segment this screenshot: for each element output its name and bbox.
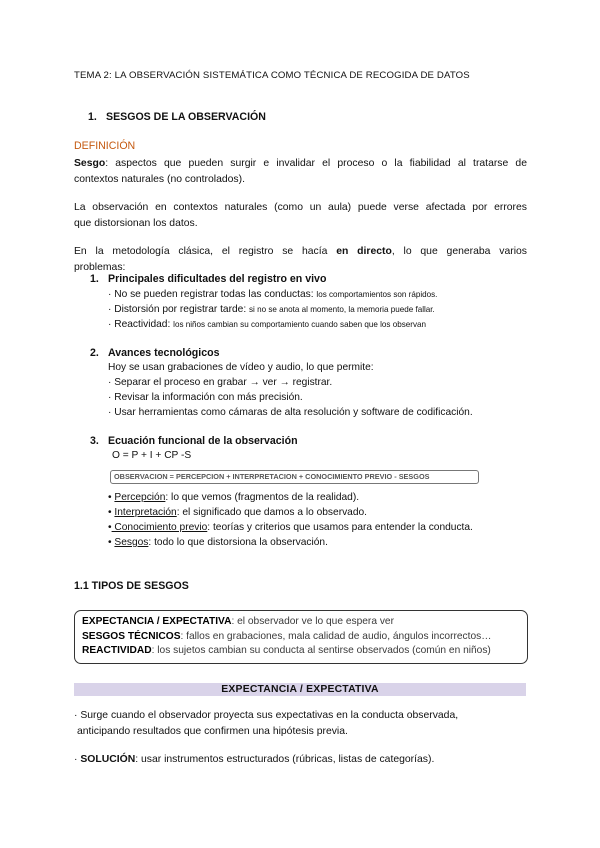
- sesgo-definition: [74, 156, 527, 187]
- subsection-1-number: 1.: [90, 273, 99, 285]
- context-line1: La observación en contextos naturales (como un aula) puede verse afectada por errores: [74, 202, 527, 213]
- section-title: SESGOS DE LA OBSERVACIÓN: [106, 111, 266, 123]
- term-name: Sesgos: [114, 537, 149, 548]
- difficulty-item: · No se pueden registrar todas las conductas: los comportamientos son rápidos.: [108, 289, 438, 300]
- method-text-a: En la metodología clásica, el registro se hacía: [74, 246, 328, 257]
- tech-item: · Usar herramientas como cámaras de alta resolución y software de codificación.: [108, 407, 473, 418]
- equation: O = P + I + CP -S: [112, 450, 192, 461]
- term-item: • Percepción: lo que vemos (fragmentos de la realidad).: [108, 492, 360, 503]
- expectancy-paragraph: [74, 708, 527, 739]
- context-paragraph: [74, 200, 527, 231]
- bias-type-row: REACTIVIDAD: los sujetos cambian su conducta al sentirse observados (común en niños): [82, 645, 491, 656]
- difficulty-item: · Reactividad: los niños cambian su comportamiento cuando saben que los observan: [108, 319, 426, 330]
- term-name: Interpretación: [114, 507, 177, 518]
- method-paragraph: [74, 244, 527, 275]
- bias-types-box: [74, 610, 528, 664]
- document-header: TEMA 2: LA OBSERVACIÓN SISTEMÁTICA COMO TÉCNICA DE RECOGIDA DE DATOS: [74, 70, 470, 81]
- boxed-equation: OBSERVACION = PERCEPCION + INTERPRETACION + CONOCIMIENTO PREVIO - SESGOS: [110, 470, 479, 484]
- subsection-1-title: Principales dificultades del registro en vivo: [108, 273, 327, 285]
- expectancy-line2: anticipando resultados que confirmen una hipótesis previa.: [77, 725, 348, 737]
- sesgo-term: Sesgo: [74, 158, 106, 169]
- term-item: • Interpretación: el significado que damos a lo observado.: [108, 507, 368, 518]
- tech-item: · Separar el proceso en grabar → ver → registrar.: [108, 377, 333, 388]
- subsection-3-title: Ecuación funcional de la observación: [108, 435, 298, 447]
- subsection-2-title: Avances tecnológicos: [108, 347, 220, 359]
- solution-label: SOLUCIÓN: [80, 754, 136, 765]
- difficulty-item: · Distorsión por registrar tarde: si no se anota al momento, la memoria puede fallar.: [108, 304, 435, 315]
- sesgo-text: : aspectos que pueden surgir e invalidar el proceso o la fiabilidad al tratarse de: [105, 158, 527, 169]
- term-name: Conocimiento previo: [111, 522, 208, 533]
- section-1-1-heading: 1.1 TIPOS DE SESGOS: [74, 580, 189, 592]
- difficulty-note: si no se anota al momento, la memoria puede fallar.: [249, 305, 435, 314]
- solution-paragraph: · SOLUCIÓN: usar instrumentos estructurados (rúbricas, listas de categorías).: [74, 754, 435, 765]
- sesgo-text-line2: contextos naturales (no controlados).: [74, 173, 245, 185]
- tech-item: · Revisar la información con más precisión.: [108, 392, 303, 403]
- expectancy-heading-band: EXPECTANCIA / EXPECTATIVA: [74, 683, 526, 696]
- solution-text: : usar instrumentos estructurados (rúbricas, listas de categorías).: [135, 754, 435, 765]
- bias-type-row: SESGOS TÉCNICOS: fallos en grabaciones, mala calidad de audio, ángulos incorrectos…: [82, 630, 492, 642]
- bias-type-row: EXPECTANCIA / EXPECTATIVA: el observador ve lo que espera ver: [82, 616, 394, 627]
- method-line2: problemas:: [74, 261, 126, 273]
- method-text-b: , lo que generaba varios: [391, 246, 527, 257]
- subsection-2-number: 2.: [90, 347, 99, 359]
- section-1-heading: [88, 111, 266, 123]
- definition-label: DEFINICIÓN: [74, 140, 136, 152]
- difficulty-note: los niños cambian su comportamiento cuando saben que los observan: [173, 320, 426, 329]
- tech-intro: Hoy se usan grabaciones de vídeo y audio, lo que permite:: [108, 362, 374, 373]
- term-item: • Sesgos: todo lo que distorsiona la observación.: [108, 537, 328, 548]
- expectancy-line1: · Surge cuando el observador proyecta sus expectativas en la conducta observada,: [74, 710, 459, 721]
- term-name: Percepción: [114, 492, 166, 503]
- context-line2: que distorsionan los datos.: [74, 217, 198, 229]
- term-item: • Conocimiento previo: teorías y criterios que usamos para entender la conducta.: [108, 522, 473, 533]
- difficulty-note: los comportamientos son rápidos.: [316, 290, 438, 299]
- subsection-3-number: 3.: [90, 435, 99, 447]
- method-bold: en directo: [336, 246, 392, 257]
- section-number: 1.: [88, 111, 97, 123]
